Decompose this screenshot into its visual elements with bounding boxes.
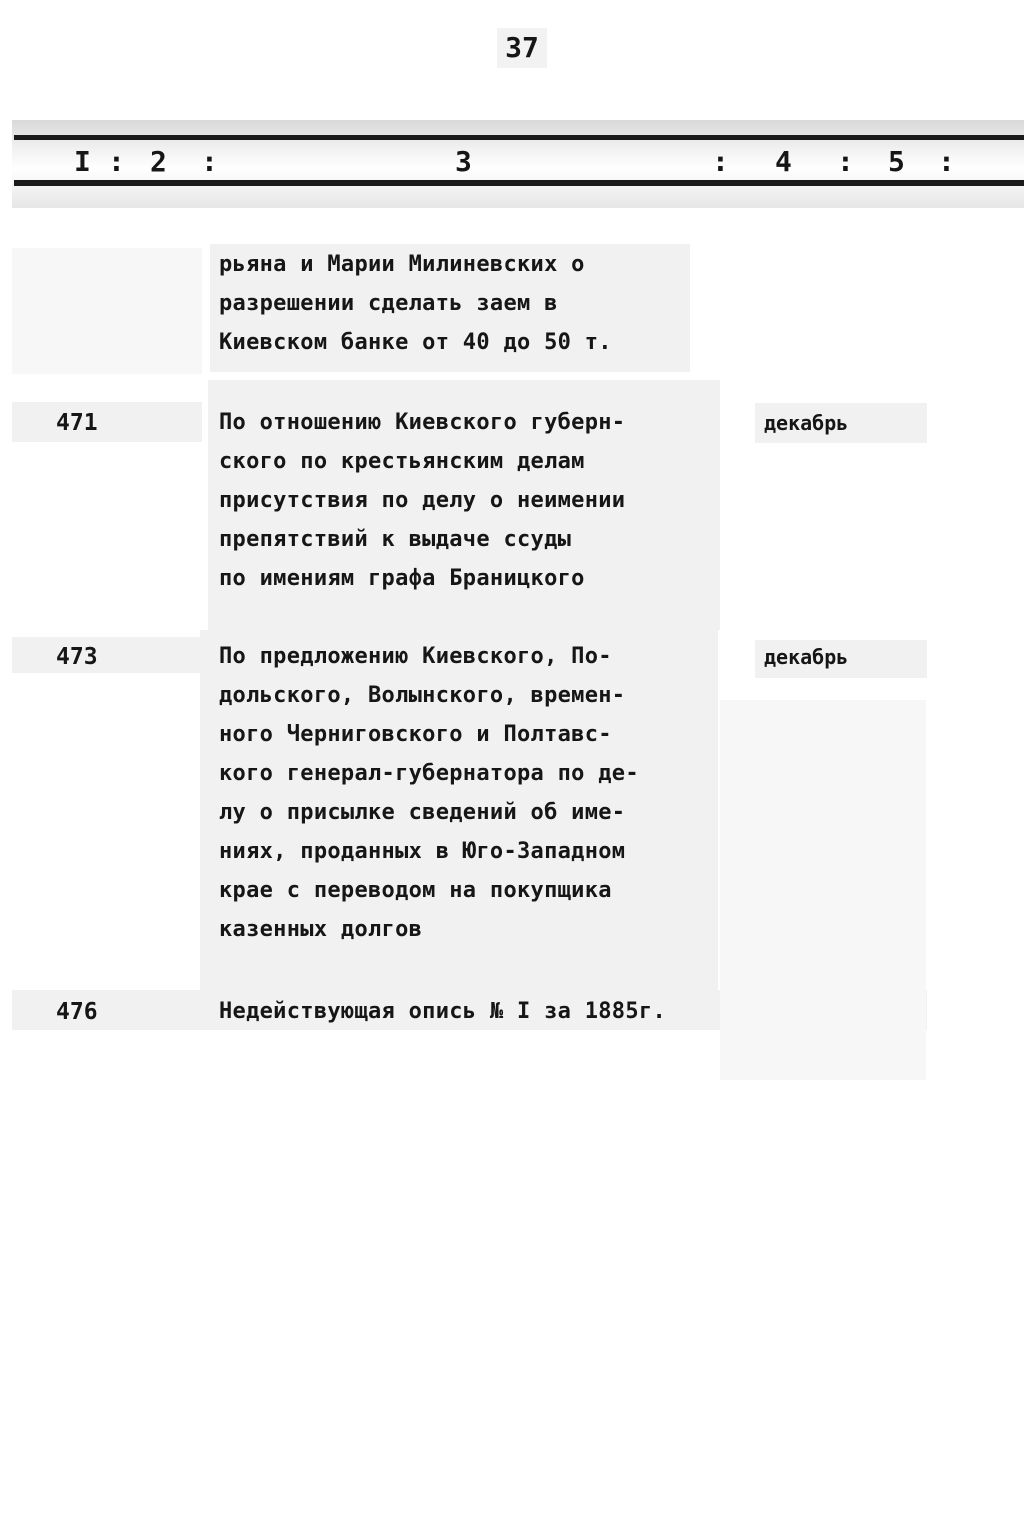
entry-number: 471 (56, 410, 98, 436)
scan-shading (12, 637, 202, 673)
entry-description (219, 992, 719, 1031)
entry-description (219, 403, 719, 598)
entry-line: по имениям графа Браницкого (219, 566, 585, 591)
column-separator: : (108, 145, 125, 178)
entry-line: По предложению Киевского, По- (219, 644, 612, 669)
entry-line: ского по крестьянским делам (219, 449, 585, 474)
entry-line: казенных долгов (219, 917, 423, 942)
entry-number: 476 (56, 999, 98, 1025)
entry-line: кого генерал-губернатора по де- (219, 761, 639, 786)
entry-line: По отношению Киевского губерн- (219, 410, 626, 435)
column-separator: : (938, 145, 955, 178)
entry-line: ного Черниговского и Полтавс- (219, 722, 612, 747)
entry-line: ниях, проданных в Юго-Западном (219, 839, 626, 864)
entry-date: декабрь (764, 411, 849, 435)
entry-description (219, 637, 719, 949)
entry-line: рьяна и Марии Милиневских о (219, 252, 585, 277)
entry-line: Недействующая опись № I за 1885г. (219, 999, 666, 1024)
column-separator: : (837, 145, 854, 178)
entry-line: крае с переводом на покупщика (219, 878, 612, 903)
entry-date: декабрь (764, 645, 849, 669)
column-header-1: I (74, 145, 91, 178)
entry-line: разрешении сделать заем в (219, 291, 558, 316)
entry-line: присутствия по делу о неимении (219, 488, 626, 513)
scan-shading (720, 700, 926, 1080)
scan-shading (12, 248, 202, 374)
column-header-5: 5 (888, 145, 905, 178)
header-top-rule (14, 135, 1024, 140)
entry-line: препятствий к выдаче ссуды (219, 527, 572, 552)
column-separator: : (201, 145, 218, 178)
column-header-2: 2 (150, 145, 167, 178)
entry-line: лу о присылке сведений об име- (219, 800, 626, 825)
page-number: 37 (497, 28, 547, 68)
column-header-4: 4 (775, 145, 792, 178)
entry-line: Киевском банке от 40 до 50 т. (219, 330, 612, 355)
column-header-3: 3 (455, 145, 472, 178)
entry-number: 473 (56, 644, 98, 670)
scan-shading (12, 402, 202, 442)
column-separator: : (712, 145, 729, 178)
header-bottom-rule (14, 180, 1024, 186)
entry-description (219, 245, 719, 362)
entry-line: дольского, Волынского, времен- (219, 683, 626, 708)
